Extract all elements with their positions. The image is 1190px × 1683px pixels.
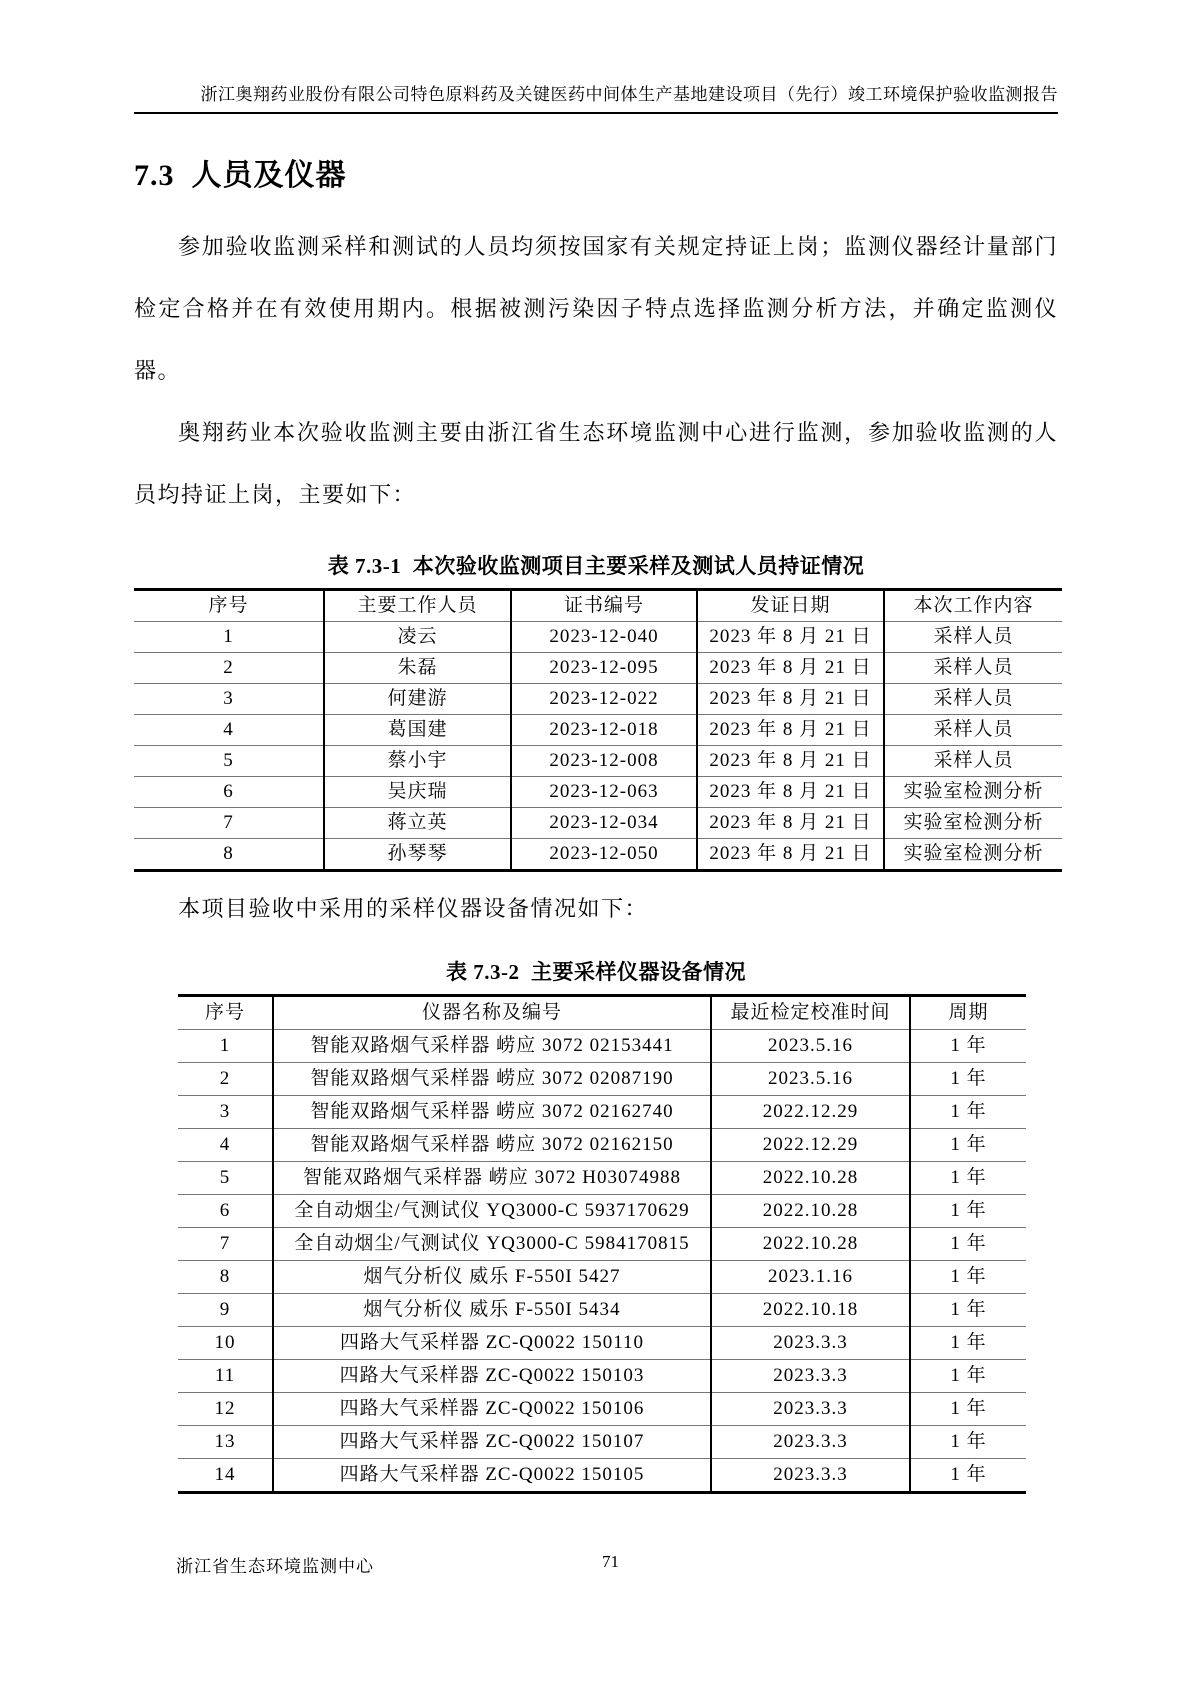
- table-cell: 烟气分析仪 威乐 F-550I 5434: [273, 1294, 711, 1327]
- table-cell: 1 年: [910, 1129, 1026, 1162]
- table-cell: 13: [178, 1426, 273, 1459]
- table-cell: 四路大气采样器 ZC-Q0022 150107: [273, 1426, 711, 1459]
- table-cell: 4: [178, 1129, 273, 1162]
- table-cell: 2022.10.28: [711, 1195, 910, 1228]
- table-row: [178, 1327, 1026, 1360]
- table-cell: 2023 年 8 月 21 日: [697, 777, 884, 808]
- instruments-table: [178, 994, 1026, 1494]
- table-cell: 11: [178, 1360, 273, 1393]
- table-row: [134, 808, 1062, 839]
- table-cell: 1 年: [910, 1360, 1026, 1393]
- col-header-issue-date: 发证日期: [697, 590, 884, 622]
- table-cell: 1 年: [910, 1327, 1026, 1360]
- table-cell: 2023.5.16: [711, 1063, 910, 1096]
- table-cell: 四路大气采样器 ZC-Q0022 150106: [273, 1393, 711, 1426]
- table-cell: 四路大气采样器 ZC-Q0022 150103: [273, 1360, 711, 1393]
- table-cell: 实验室检测分析: [884, 839, 1062, 871]
- table-cell: 2022.10.28: [711, 1228, 910, 1261]
- col-header-work-content: 本次工作内容: [884, 590, 1062, 622]
- table-row: [178, 1228, 1026, 1261]
- table-cell: 采样人员: [884, 746, 1062, 777]
- table-cell: 2022.12.29: [711, 1129, 910, 1162]
- table-row: [178, 1096, 1026, 1129]
- table-row: [134, 715, 1062, 746]
- table-cell: 2022.10.18: [711, 1294, 910, 1327]
- table-row: [178, 1393, 1026, 1426]
- table-cell: 6: [178, 1195, 273, 1228]
- table-row: [134, 653, 1062, 684]
- table-cell: 凌云: [324, 622, 511, 653]
- table-cell: 2022.10.28: [711, 1162, 910, 1195]
- table-cell: 2023 年 8 月 21 日: [697, 808, 884, 839]
- table-row: [178, 1129, 1026, 1162]
- table-cell: 6: [134, 777, 324, 808]
- table-cell: 全自动烟尘/气测试仪 YQ3000-C 5984170815: [273, 1228, 711, 1261]
- table-cell: 2: [178, 1063, 273, 1096]
- table-cell: 1 年: [910, 1459, 1026, 1493]
- table-cell: 7: [134, 808, 324, 839]
- table-cell: 2023-12-095: [511, 653, 697, 684]
- paragraph-instruments-intro: 本项目验收中采用的采样仪器设备情况如下：: [178, 896, 649, 921]
- table-cell: 5: [134, 746, 324, 777]
- table2-title: 表 7.3-2 主要采样仪器设备情况: [446, 960, 746, 984]
- table-cell: 1: [178, 1030, 273, 1063]
- table-cell: 2023 年 8 月 21 日: [697, 684, 884, 715]
- table-cell: 蔡小宇: [324, 746, 511, 777]
- table-cell: 朱磊: [324, 653, 511, 684]
- personnel-table-body: [134, 622, 1062, 871]
- page-header-title: 浙江奥翔药业股份有限公司特色原料药及关键医药中间体生产基地建设项目（先行）竣工环境保护验收监测报告: [200, 85, 1058, 104]
- table-cell: 2023 年 8 月 21 日: [697, 653, 884, 684]
- table-cell: 2022.12.29: [711, 1096, 910, 1129]
- table-cell: 四路大气采样器 ZC-Q0022 150105: [273, 1459, 711, 1493]
- col-header-cert-no: 证书编号: [511, 590, 697, 622]
- table-cell: 2023 年 8 月 21 日: [697, 746, 884, 777]
- table-cell: 智能双路烟气采样器 崂应 3072 02087190: [273, 1063, 711, 1096]
- table-cell: 3: [178, 1096, 273, 1129]
- table-row: [178, 1294, 1026, 1327]
- table-cell: 2023 年 8 月 21 日: [697, 715, 884, 746]
- table-cell: 何建游: [324, 684, 511, 715]
- table-row: [134, 684, 1062, 715]
- table-cell: 1 年: [910, 1195, 1026, 1228]
- table-cell: 2023.5.16: [711, 1030, 910, 1063]
- table-row: [134, 746, 1062, 777]
- table-cell: 2023.3.3: [711, 1393, 910, 1426]
- table-cell: 14: [178, 1459, 273, 1493]
- table-row: [178, 1261, 1026, 1294]
- personnel-table-head: [134, 590, 1062, 622]
- table-cell: 4: [134, 715, 324, 746]
- table-cell: 1 年: [910, 1228, 1026, 1261]
- instruments-table-head: [178, 996, 1026, 1030]
- table-cell: 1 年: [910, 1261, 1026, 1294]
- table-cell: 1: [134, 622, 324, 653]
- table-cell: 2023-12-034: [511, 808, 697, 839]
- table-cell: 2023.3.3: [711, 1426, 910, 1459]
- table-cell: 2023-12-022: [511, 684, 697, 715]
- table-cell: 1 年: [910, 1030, 1026, 1063]
- table-cell: 2: [134, 653, 324, 684]
- table-cell: 采样人员: [884, 715, 1062, 746]
- table-cell: 2023-12-018: [511, 715, 697, 746]
- table-cell: 9: [178, 1294, 273, 1327]
- table-cell: 1 年: [910, 1162, 1026, 1195]
- footer-page-number: 71: [602, 1552, 619, 1571]
- table-row: [178, 1195, 1026, 1228]
- table-cell: 智能双路烟气采样器 崂应 3072 02162150: [273, 1129, 711, 1162]
- footer-organization: 浙江省生态环境监测中心: [176, 1557, 374, 1576]
- table-cell: 2023-12-050: [511, 839, 697, 871]
- table-cell: 葛国建: [324, 715, 511, 746]
- table1-title: 表 7.3-1 本次验收监测项目主要采样及测试人员持证情况: [327, 554, 865, 578]
- table-cell: 1 年: [910, 1426, 1026, 1459]
- table-cell: 智能双路烟气采样器 崂应 3072 H03074988: [273, 1162, 711, 1195]
- col-header-index: 序号: [134, 590, 324, 622]
- header-rule: [134, 112, 1058, 114]
- table-cell: 2023.3.3: [711, 1327, 910, 1360]
- table-cell: 实验室检测分析: [884, 808, 1062, 839]
- table-cell: 烟气分析仪 威乐 F-550I 5427: [273, 1261, 711, 1294]
- table-cell: 2023-12-040: [511, 622, 697, 653]
- table-row: [178, 1459, 1026, 1493]
- table-row: [178, 1360, 1026, 1393]
- table-cell: 2023.1.16: [711, 1261, 910, 1294]
- table-row: [134, 777, 1062, 808]
- table-cell: 8: [178, 1261, 273, 1294]
- table-cell: 四路大气采样器 ZC-Q0022 150110: [273, 1327, 711, 1360]
- table-header-row: [178, 996, 1026, 1030]
- table-cell: 3: [134, 684, 324, 715]
- table-cell: 智能双路烟气采样器 崂应 3072 02153441: [273, 1030, 711, 1063]
- table-cell: 2023-12-063: [511, 777, 697, 808]
- table-row: [178, 1162, 1026, 1195]
- paragraph-monitoring-center: 奥翔药业本次验收监测主要由浙江省生态环境监测中心进行监测，参加验收监测的人员均持证上岗，主要如下：: [134, 420, 1058, 507]
- table-header-row: [134, 590, 1062, 622]
- table-cell: 蒋立英: [324, 808, 511, 839]
- table-row: [178, 1030, 1026, 1063]
- table-cell: 全自动烟尘/气测试仪 YQ3000-C 5937170629: [273, 1195, 711, 1228]
- table-row: [134, 839, 1062, 871]
- table-cell: 采样人员: [884, 684, 1062, 715]
- instruments-table-body: [178, 1030, 1026, 1493]
- table-row: [178, 1063, 1026, 1096]
- section-heading: 7.3 人员及仪器: [134, 159, 347, 192]
- table-cell: 1 年: [910, 1063, 1026, 1096]
- table-cell: 孙琴琴: [324, 839, 511, 871]
- table-cell: 实验室检测分析: [884, 777, 1062, 808]
- col-header-instrument: 仪器名称及编号: [273, 996, 711, 1030]
- table-cell: 1 年: [910, 1294, 1026, 1327]
- table-cell: 7: [178, 1228, 273, 1261]
- table-row: [134, 622, 1062, 653]
- col-header-calibration-date: 最近检定校准时间: [711, 996, 910, 1030]
- col-header-index: 序号: [178, 996, 273, 1030]
- personnel-table: [134, 588, 1062, 872]
- table-cell: 12: [178, 1393, 273, 1426]
- table-cell: 吴庆瑞: [324, 777, 511, 808]
- table-cell: 2023 年 8 月 21 日: [697, 622, 884, 653]
- col-header-staff: 主要工作人员: [324, 590, 511, 622]
- table-cell: 采样人员: [884, 622, 1062, 653]
- table-cell: 8: [134, 839, 324, 871]
- table-cell: 10: [178, 1327, 273, 1360]
- col-header-period: 周期: [910, 996, 1026, 1030]
- table-cell: 1 年: [910, 1393, 1026, 1426]
- table-cell: 5: [178, 1162, 273, 1195]
- table-cell: 智能双路烟气采样器 崂应 3072 02162740: [273, 1096, 711, 1129]
- table-cell: 2023.3.3: [711, 1360, 910, 1393]
- table-row: [178, 1426, 1026, 1459]
- table-cell: 2023-12-008: [511, 746, 697, 777]
- table-cell: 2023.3.3: [711, 1459, 910, 1493]
- table-cell: 采样人员: [884, 653, 1062, 684]
- table-cell: 1 年: [910, 1096, 1026, 1129]
- table-cell: 2023 年 8 月 21 日: [697, 839, 884, 871]
- paragraph-certification: 参加验收监测采样和测试的人员均须按国家有关规定持证上岗；监测仪器经计量部门检定合格并在有效使用期内。根据被测污染因子特点选择监测分析方法，并确定监测仪器。: [134, 234, 1058, 383]
